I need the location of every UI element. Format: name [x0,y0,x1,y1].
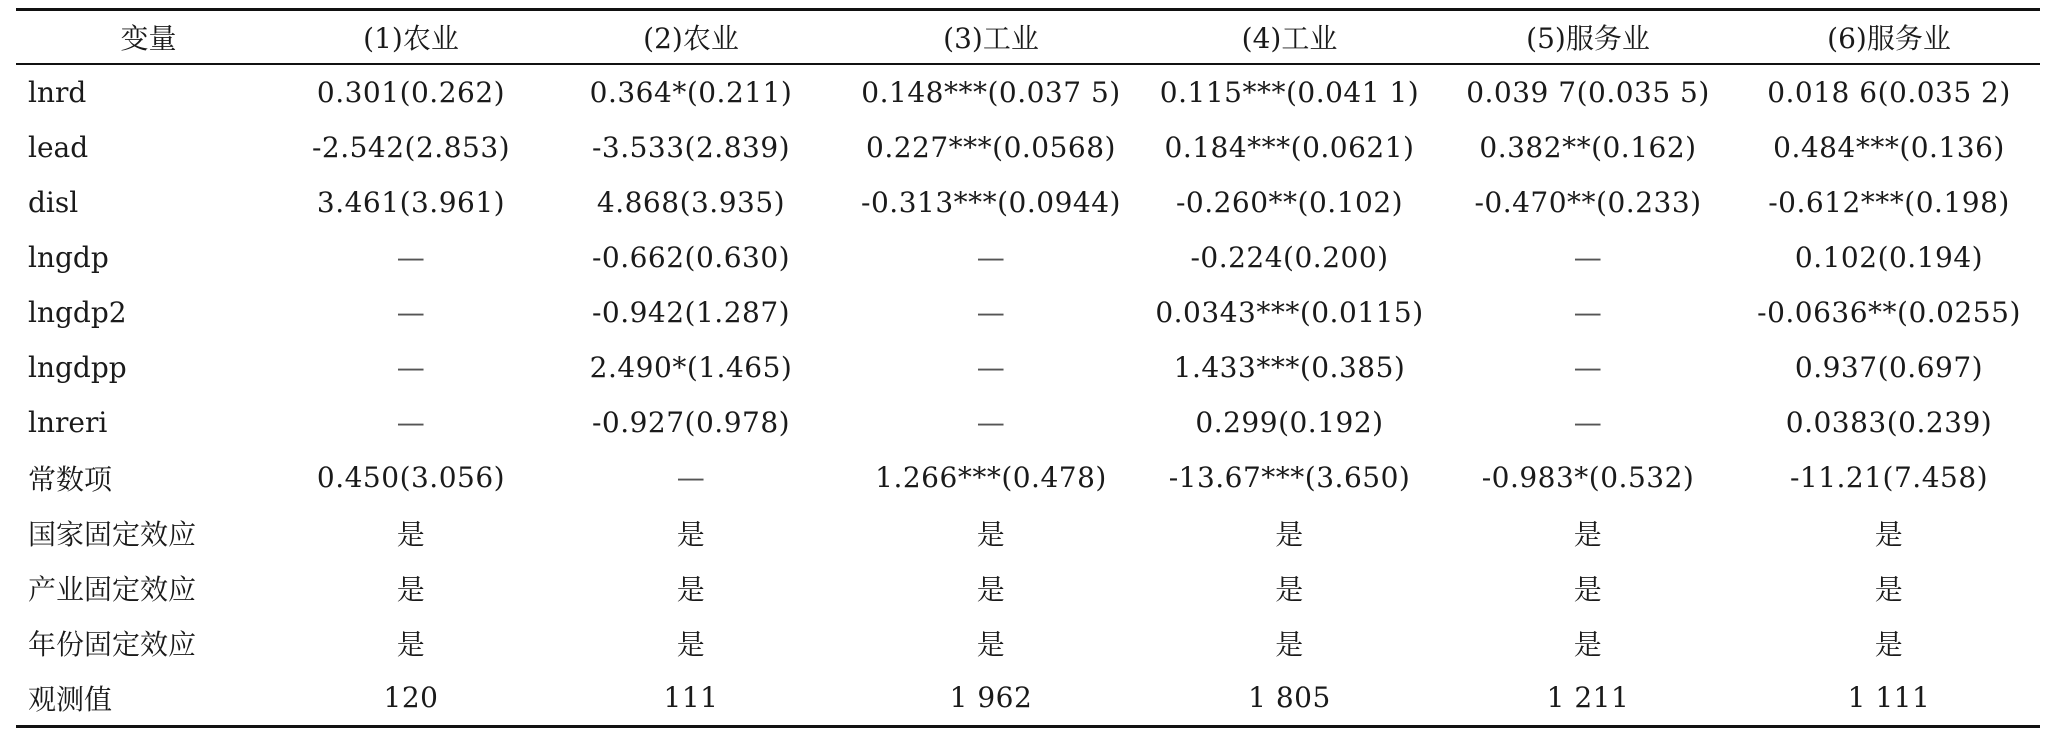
table-cell: — [1573,296,1603,329]
table-cell: — [976,296,1006,329]
table-cell: 是 [676,572,706,606]
table-cell: 是 [676,517,706,551]
table-row [16,64,2040,120]
header-col-3: (3)工业 [943,22,1039,55]
table-cell: 是 [676,627,706,661]
table-cell: 是 [396,572,426,606]
table-cell: — [676,461,706,494]
table-cell: — [976,241,1006,274]
table-row [16,560,2040,615]
table-cell: -0.224(0.200) [1190,241,1389,274]
table-cell: 是 [1573,572,1603,606]
table-cell: 1.433***(0.385) [1173,351,1406,384]
table-cell: -0.927(0.978) [591,406,791,439]
header-col-5: (5)服务业 [1526,22,1650,55]
table-cell: — [1573,406,1603,439]
variable-name: lngdpp [28,351,127,384]
table-cell: 120 [383,681,439,714]
table-cell: 是 [1573,627,1603,661]
table-cell: 是 [1275,627,1304,661]
variable-name: 观测值 [28,682,113,716]
table-cell: -0.662(0.630) [591,241,791,274]
variable-name: 国家固定效应 [28,517,197,551]
table-cell: 是 [976,572,1006,606]
table-cell: -13.67***(3.650) [1168,461,1411,494]
table-cell: 111 [663,681,719,714]
table-cell: — [1573,241,1603,274]
table-cell: 3.461(3.961) [316,186,506,219]
table-cell: 0.299(0.192) [1195,406,1384,439]
table-cell: 0.0383(0.239) [1785,406,1993,439]
table-cell: 1 211 [1546,681,1630,714]
table-cell: — [1573,351,1603,384]
table-cell: -3.533(2.839) [591,131,791,164]
table-row [16,230,2040,285]
table-cell: 0.039 7(0.035 5) [1466,76,1710,109]
header-col-2: (2)农业 [643,22,739,55]
table-cell: 0.0343***(0.0115) [1155,296,1424,329]
variable-name: lngdp2 [28,296,127,329]
table-cell: 2.490*(1.465) [589,351,793,384]
table-cell: 是 [396,627,426,661]
table-cell: 是 [1874,627,1904,661]
variable-name: 年份固定效应 [28,627,197,661]
table-row [16,340,2040,395]
table-cell: 0.115***(0.041 1) [1159,76,1420,109]
table-cell: 0.102(0.194) [1794,241,1984,274]
table-cell: 是 [976,627,1006,661]
table-cell: -0.612***(0.198) [1768,186,2010,219]
header-row [16,10,2040,65]
table-cell: 0.937(0.697) [1794,351,1984,384]
table-cell: 0.301(0.262) [316,76,506,109]
table-header [16,10,2040,65]
table-cell: -0.983*(0.532) [1481,461,1695,494]
header-col-6: (6)服务业 [1827,22,1951,55]
table-cell: 4.868(3.935) [596,186,786,219]
regression-table [16,8,2040,728]
table-cell: — [396,351,426,384]
variable-name: lnreri [28,406,108,439]
table-row [16,670,2040,727]
table-cell: 0.148***(0.037 5) [861,76,1121,109]
table-cell: 是 [1573,517,1603,551]
table-cell: 0.184***(0.0621) [1164,131,1415,164]
table-cell: -0.470**(0.233) [1474,186,1702,219]
table-cell: — [976,406,1006,439]
table-cell: 0.364*(0.211) [589,76,793,109]
table-cell: -2.542(2.853) [311,131,511,164]
table-body [16,64,2040,727]
variable-name: lnrd [28,76,87,109]
table-row [16,285,2040,340]
table-cell: -0.942(1.287) [591,296,791,329]
table-cell: -11.21(7.458) [1789,461,1989,494]
table-cell: -0.0636**(0.0255) [1757,296,2021,329]
table-cell: 是 [396,517,426,551]
table-cell: 1 805 [1248,681,1331,714]
table-cell: 是 [976,517,1006,551]
table-row [16,450,2040,505]
table-cell: 0.018 6(0.035 2) [1767,76,2011,109]
table-cell: 1.266***(0.478) [875,461,1107,494]
table-cell: 0.450(3.056) [316,461,506,494]
table-cell: 是 [1275,517,1304,551]
table-cell: — [396,241,426,274]
table-row [16,395,2040,450]
table-cell: — [396,296,426,329]
table-cell: 0.484***(0.136) [1773,131,2005,164]
table-cell: — [976,351,1006,384]
variable-name: disl [28,186,79,219]
variable-name: lngdp [28,241,109,274]
variable-name: lead [28,131,89,164]
header-variable: 变量 [120,22,177,55]
table-row [16,175,2040,230]
table-cell: 1 962 [949,681,1033,714]
table-row [16,120,2040,175]
table-row [16,505,2040,560]
variable-name: 常数项 [28,462,113,496]
table-cell: 是 [1874,572,1904,606]
table-cell: 1 111 [1847,681,1931,714]
header-col-1: (1)农业 [363,22,459,55]
table-row [16,615,2040,670]
header-col-4: (4)工业 [1241,22,1338,55]
table-cell: 0.382**(0.162) [1479,131,1697,164]
table-cell: -0.260**(0.102) [1175,186,1404,219]
variable-name: 产业固定效应 [28,572,197,606]
table-cell: 是 [1874,517,1904,551]
table-cell: 0.227***(0.0568) [866,131,1116,164]
table-cell: -0.313***(0.0944) [861,186,1121,219]
table-cell: — [396,406,426,439]
table-cell: 是 [1275,572,1304,606]
